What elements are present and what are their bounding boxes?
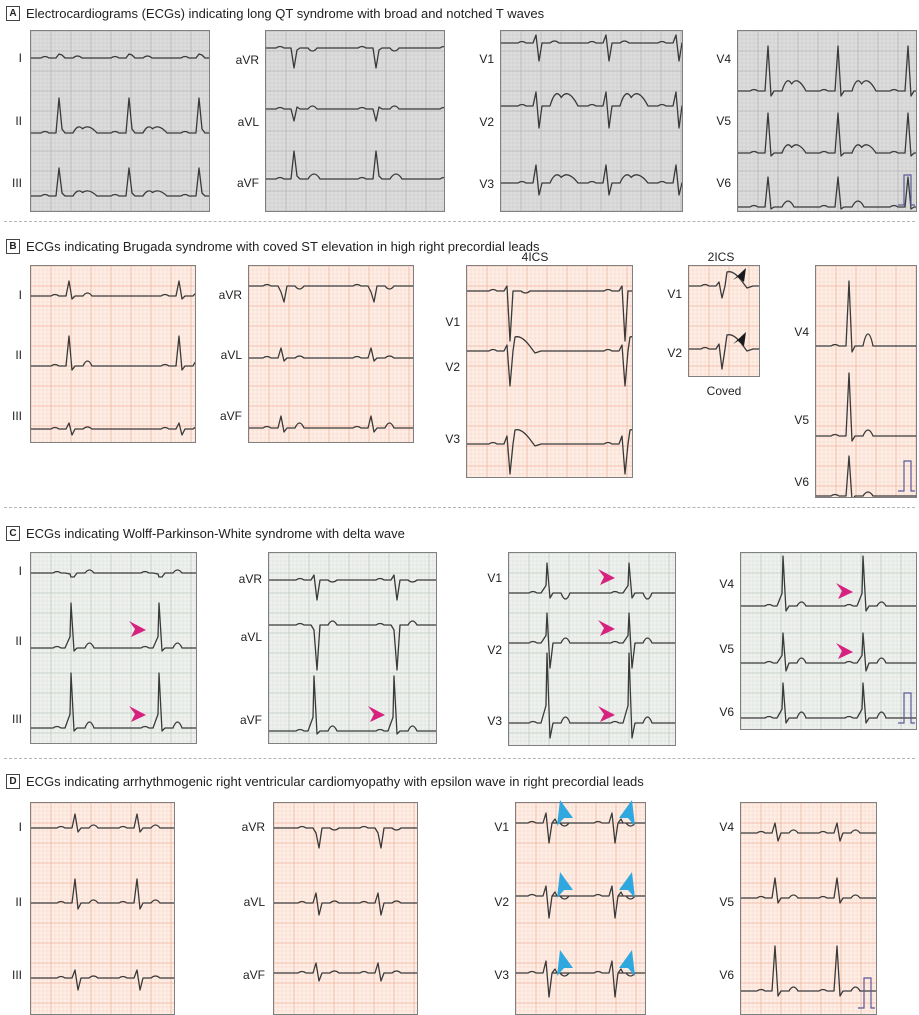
lead-label: aVF <box>242 968 265 982</box>
lead-label: V2 <box>479 115 494 129</box>
lead-label: V3 <box>445 432 460 446</box>
lead-label: III <box>11 176 22 190</box>
lead-label: aVR <box>235 53 259 67</box>
ecg-panel-c-augmented <box>268 552 437 744</box>
ecg-panel-b-limb <box>30 265 196 443</box>
ecg-panel-c-v1-v3 <box>508 552 676 746</box>
lead-label: aVF <box>219 409 242 423</box>
lead-label: I <box>18 51 22 65</box>
lead-label: aVL <box>243 895 265 909</box>
lead-label: V6 <box>719 968 734 982</box>
lead-label: aVL <box>237 115 259 129</box>
ecg-panel-d-augmented <box>273 802 418 1015</box>
section-text-d: ECGs indicating arrhythmogenic right ventricular cardiomyopathy with epsilon wave in right precordial leads <box>26 774 644 790</box>
coved-label: Coved <box>706 384 742 398</box>
lead-label: aVR <box>218 288 242 302</box>
grid-background <box>501 31 682 211</box>
ecg-panel-a-v1-v3 <box>500 30 683 212</box>
section-badge-c: C <box>6 526 20 541</box>
lead-label: aVR <box>238 572 262 586</box>
lead-label: aVF <box>236 176 259 190</box>
ecg-panel-a-limb <box>30 30 210 212</box>
ecg-trace-canvas <box>31 553 196 743</box>
lead-label: I <box>18 564 22 578</box>
lead-label: V2 <box>667 346 682 360</box>
lead-label: aVF <box>239 713 262 727</box>
lead-label: I <box>18 820 22 834</box>
lead-label: V1 <box>487 571 502 585</box>
lead-label: V1 <box>494 820 509 834</box>
grid-background <box>516 803 645 1014</box>
ecg-trace-canvas <box>31 803 174 1014</box>
ecg-trace-canvas <box>31 266 195 442</box>
ecg-trace-canvas <box>266 31 444 211</box>
section-badge-b: B <box>6 239 20 254</box>
ecg-trace-canvas <box>741 803 876 1014</box>
ecg-panel-d-v4-v6 <box>740 802 877 1015</box>
lead-label: V6 <box>716 176 731 190</box>
lead-label: aVR <box>241 820 265 834</box>
lead-label: V3 <box>479 177 494 191</box>
lead-label: V4 <box>794 325 809 339</box>
lead-label: V1 <box>479 52 494 66</box>
lead-label: V1 <box>445 315 460 329</box>
lead-label: V2 <box>487 643 502 657</box>
ics4-label: 4ICS <box>521 250 549 264</box>
lead-label: II <box>15 634 22 648</box>
lead-label: aVL <box>240 630 262 644</box>
ecg-trace-canvas <box>738 31 916 211</box>
section-divider <box>4 221 915 222</box>
lead-label: V3 <box>494 968 509 982</box>
ics2-label: 2ICS <box>707 250 735 264</box>
lead-label: V1 <box>667 287 682 301</box>
lead-label: V2 <box>445 360 460 374</box>
ecg-panel-d-limb <box>30 802 175 1015</box>
ecg-panel-a-augmented <box>265 30 445 212</box>
lead-label: V5 <box>794 413 809 427</box>
section-title-b <box>6 238 540 254</box>
ecg-trace-canvas <box>689 266 759 376</box>
lead-label: V4 <box>719 577 734 591</box>
ecg-trace-canvas <box>467 266 632 477</box>
ecg-trace-canvas <box>274 803 417 1014</box>
lead-label: V6 <box>719 705 734 719</box>
ecg-panel-b-4ics <box>466 265 633 478</box>
section-divider <box>4 507 915 508</box>
grid-background <box>274 803 417 1014</box>
lead-label: V4 <box>719 820 734 834</box>
lead-label: III <box>11 712 22 726</box>
grid-background <box>816 266 916 497</box>
lead-label: V6 <box>794 475 809 489</box>
ecg-panel-a-v4-v6 <box>737 30 917 212</box>
section-divider <box>4 758 915 759</box>
ecg-panel-c-v4-v6 <box>740 552 917 730</box>
section-text-c: ECGs indicating Wolff-Parkinson-White syndrome with delta wave <box>26 526 405 542</box>
lead-label: II <box>15 348 22 362</box>
ecg-panel-b-augmented <box>248 265 414 443</box>
section-badge-d: D <box>6 774 20 789</box>
section-title-a <box>6 5 544 21</box>
lead-label: V3 <box>487 714 502 728</box>
lead-label: III <box>11 968 22 982</box>
lead-label: V5 <box>716 114 731 128</box>
ecg-trace-canvas <box>249 266 413 442</box>
lead-label: V5 <box>719 642 734 656</box>
ecg-panel-c-limb <box>30 552 197 744</box>
ecg-panel-d-v1-v3 <box>515 802 646 1015</box>
lead-label: II <box>15 895 22 909</box>
section-text-b: ECGs indicating Brugada syndrome with coved ST elevation in high right precordial leads <box>26 239 540 255</box>
ecg-trace-canvas <box>509 553 675 745</box>
section-badge-a: A <box>6 6 20 21</box>
lead-label: III <box>11 409 22 423</box>
ecg-panel-b-v4-v6 <box>815 265 917 498</box>
grid-background <box>31 803 174 1014</box>
section-title-d <box>6 773 644 789</box>
lead-label: V2 <box>494 895 509 909</box>
lead-label: aVL <box>220 348 242 362</box>
ecg-trace-canvas <box>516 803 645 1014</box>
ecg-trace-canvas <box>31 31 209 211</box>
ecg-trace-canvas <box>501 31 682 211</box>
ecg-panel-b-2ics <box>688 265 760 377</box>
lead-label: II <box>15 114 22 128</box>
ecg-trace-canvas <box>816 266 916 497</box>
lead-label: V4 <box>716 52 731 66</box>
grid-background <box>738 31 916 211</box>
ecg-trace-canvas <box>741 553 916 729</box>
section-text-a: Electrocardiograms (ECGs) indicating long QT syndrome with broad and notched T waves <box>26 6 545 22</box>
ecg-trace-canvas <box>269 553 436 743</box>
lead-label: V5 <box>719 895 734 909</box>
section-title-c <box>6 525 405 541</box>
lead-label: I <box>18 288 22 302</box>
